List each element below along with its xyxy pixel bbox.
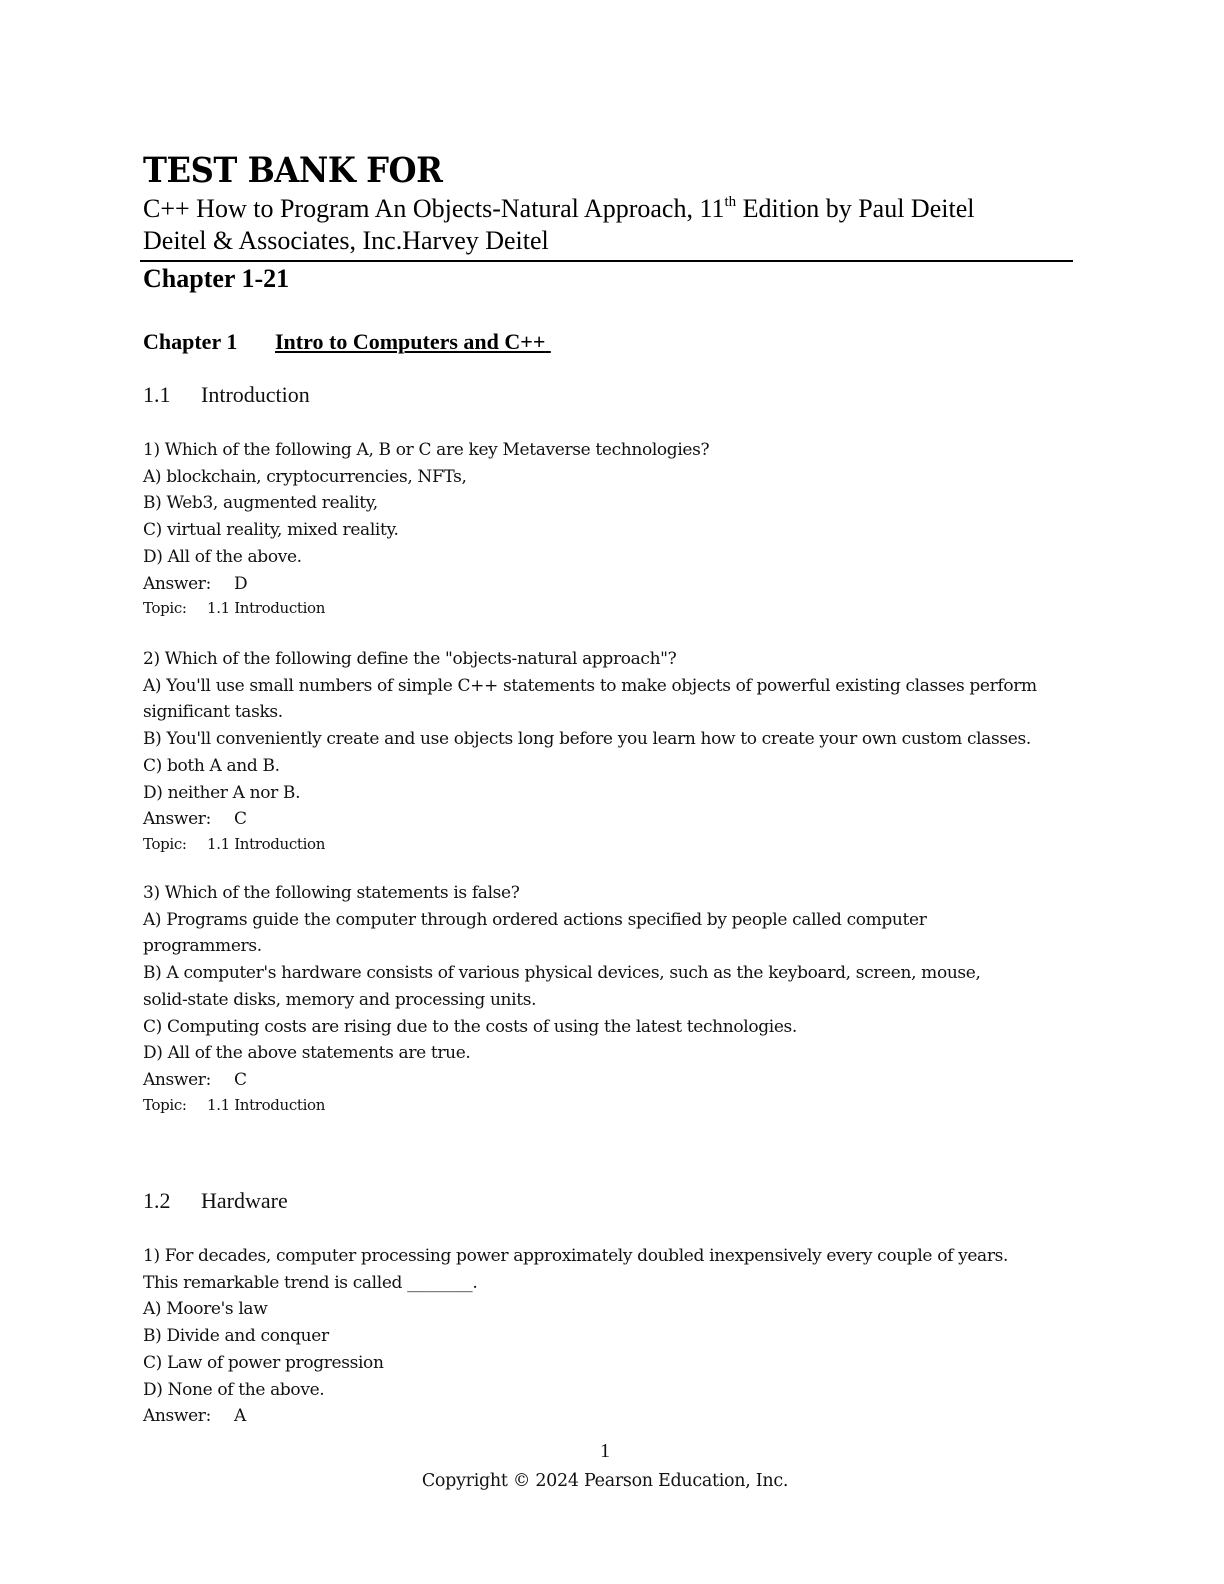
- question-text: 1) Which of the following A, B or C are key Metaverse technologies?: [143, 440, 710, 460]
- answer-option: B) A computer's hardware consists of various physical devices, such as the keyboard, screen, mouse,: [143, 963, 981, 984]
- section-number: 1.1: [143, 382, 171, 407]
- answer-label: Answer:: [143, 573, 211, 594]
- section-number: 1.2: [143, 1188, 171, 1213]
- answer-value: C: [234, 809, 247, 830]
- answer-option: C) Computing costs are rising due to the costs of using the latest technologies.: [143, 1016, 797, 1037]
- book-title-pre: C++ How to Program An Objects-Natural Approach, 11: [143, 194, 725, 223]
- question-text: 2) Which of the following define the "objects-natural approach"?: [143, 649, 677, 669]
- answer-value: A: [234, 1406, 246, 1427]
- question-block: [143, 880, 981, 1116]
- title-divider: [140, 260, 1073, 262]
- page-number: 1: [600, 1440, 610, 1462]
- answer-option: D) All of the above.: [143, 546, 302, 567]
- answer-option: C) virtual reality, mixed reality.: [143, 520, 399, 541]
- topic-value: 1.1 Introduction: [207, 834, 326, 853]
- question-block: [143, 437, 709, 619]
- topic-line: [143, 597, 709, 619]
- answer-option: programmers.: [143, 936, 262, 957]
- section-heading: [143, 1188, 288, 1214]
- section-title: Introduction: [201, 382, 310, 407]
- topic-value: 1.1 Introduction: [207, 599, 326, 618]
- answer-option: A) Programs guide the computer through ordered actions specified by people called computer: [143, 909, 927, 930]
- authors-line: Deitel & Associates, Inc.Harvey Deitel: [143, 226, 549, 255]
- answer-label: Answer:: [143, 1406, 211, 1427]
- topic-value: 1.1 Introduction: [207, 1095, 326, 1114]
- answer-value: C: [234, 1069, 247, 1090]
- question-text: 1) For decades, computer processing power approximately doubled inexpensively every couple of years.: [143, 1246, 1009, 1266]
- answer-option: B) Divide and conquer: [143, 1326, 329, 1347]
- topic-label: Topic:: [143, 599, 187, 618]
- chapter-number: Chapter 1: [143, 329, 238, 354]
- question-text-continued: This remarkable trend is called ________.: [143, 1272, 478, 1293]
- section-title: Hardware: [201, 1188, 288, 1213]
- answer-option: B) You'll conveniently create and use objects long before you learn how to create your own custom classes.: [143, 729, 1031, 750]
- topic-label: Topic:: [143, 834, 187, 853]
- answer-option: D) neither A nor B.: [143, 782, 301, 803]
- answer-option: D) None of the above.: [143, 1379, 325, 1400]
- answer-option: C) Law of power progression: [143, 1352, 384, 1373]
- copyright-notice: Copyright © 2024 Pearson Education, Inc.: [421, 1471, 789, 1491]
- answer-option: B) Web3, augmented reality,: [143, 493, 378, 514]
- book-title-post: Edition by Paul Deitel: [736, 194, 975, 223]
- question-text: 3) Which of the following statements is false?: [143, 883, 520, 903]
- answer-option: solid-state disks, memory and processing units.: [143, 989, 537, 1010]
- test-bank-title: TEST BANK FOR: [143, 150, 443, 191]
- answer-value: D: [234, 573, 248, 594]
- book-title-block: [143, 193, 974, 257]
- answer-option: C) both A and B.: [143, 755, 280, 776]
- answer-line: [143, 806, 1037, 833]
- section-heading: [143, 382, 310, 408]
- answer-option: A) Moore's law: [143, 1299, 268, 1320]
- answer-option: D) All of the above statements are true.: [143, 1043, 471, 1064]
- topic-line: [143, 833, 1037, 855]
- answer-label: Answer:: [143, 1069, 211, 1090]
- book-title-superscript: th: [724, 194, 737, 210]
- answer-option: A) You'll use small numbers of simple C++ statements to make objects of powerful existing classes perform: [143, 675, 1037, 696]
- answer-option: A) blockchain, cryptocurrencies, NFTs,: [143, 466, 467, 487]
- answer-line: [143, 571, 709, 598]
- answer-line: [143, 1067, 981, 1094]
- answer-option: significant tasks.: [143, 702, 283, 723]
- question-block: [143, 1243, 1008, 1430]
- answer-line: [143, 1403, 1008, 1430]
- question-block: [143, 646, 1037, 855]
- answer-label: Answer:: [143, 809, 211, 830]
- topic-label: Topic:: [143, 1095, 187, 1114]
- chapter-title: Intro to Computers and C++: [275, 329, 546, 354]
- topic-line: [143, 1094, 981, 1116]
- chapter-range: Chapter 1-21: [143, 264, 290, 293]
- book-title-line: [143, 193, 974, 225]
- chapter-heading: [143, 329, 551, 355]
